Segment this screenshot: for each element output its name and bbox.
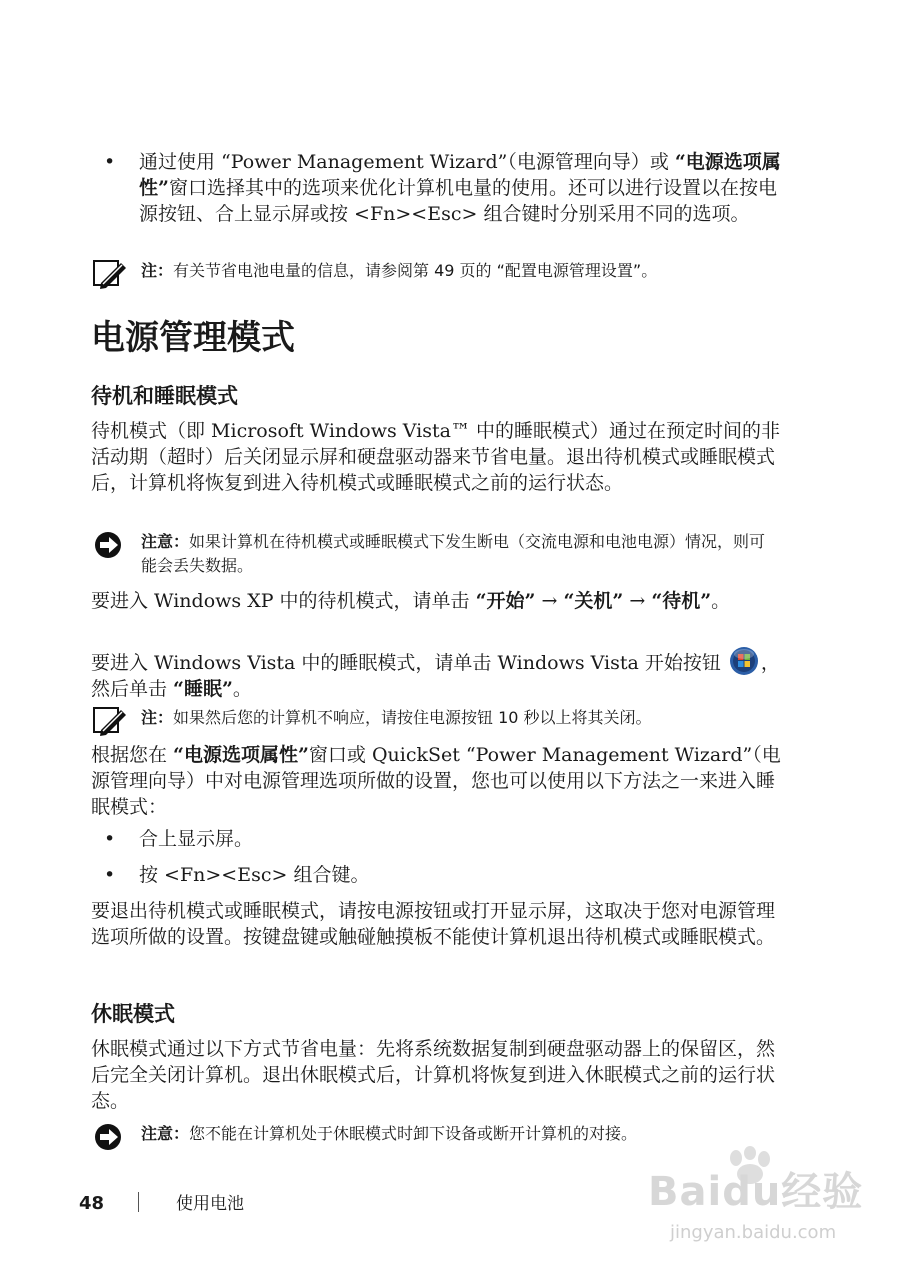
caution-icon bbox=[93, 530, 127, 560]
section-heading-standby: 待机和睡眠模式 bbox=[91, 384, 238, 408]
watermark-url: jingyan.baidu.com bbox=[670, 1222, 837, 1243]
xp-standby-instruction: 要进入 Windows XP 中的待机模式，请单击 “开始” → “关机” → “待机”。 bbox=[91, 590, 731, 612]
note-text: 注：有关节省电池电量的信息，请参阅第 49 页的 “配置电源管理设置”。 bbox=[141, 261, 658, 280]
bullet-dot: • bbox=[104, 864, 116, 886]
vista-sleep-instruction: 要进入 Windows Vista 中的睡眠模式，请单击 Windows Vista 开始按钮 ，然后单击 “睡眠”。 bbox=[91, 646, 781, 702]
baidu-watermark bbox=[640, 1140, 890, 1280]
page-number: 48 bbox=[79, 1193, 105, 1214]
windows-vista-start-orb-icon bbox=[729, 646, 759, 676]
caution-text: 注意：如果计算机在待机模式或睡眠模式下发生断电（交流电源和电池电源）情况，则可能会丢失数据。 bbox=[141, 532, 766, 575]
hibernate-description: 休眠模式通过以下方式节省电量：先将系统数据复制到硬盘驱动器上的保留区，然后完全关闭计算机。退出休眠模式后，计算机将恢复到进入休眠模式之前的运行状态。 bbox=[91, 1038, 776, 1112]
page-title: 电源管理模式 bbox=[91, 318, 295, 358]
bullet-dot: • bbox=[104, 828, 116, 850]
caution-icon bbox=[93, 1122, 127, 1152]
watermark-brand: Baidu经验 bbox=[648, 1169, 864, 1215]
footer-section-title: 使用电池 bbox=[176, 1194, 244, 1214]
note-text: 注：如果然后您的计算机不响应，请按住电源按钮 10 秒以上将其关闭。 bbox=[141, 708, 652, 727]
exit-standby-description: 要退出待机模式或睡眠模式，请按电源按钮或打开显示屏，这取决于您对电源管理选项所做的设置。按键盘键或触碰触摸板不能使计算机退出待机模式或睡眠模式。 bbox=[91, 900, 776, 948]
note-pencil-icon bbox=[93, 259, 127, 289]
section-heading-hibernate: 休眠模式 bbox=[91, 1002, 175, 1026]
bullet-dot: • bbox=[104, 151, 116, 173]
standby-description: 待机模式（即 Microsoft Windows Vista™ 中的睡眠模式）通过在预定时间的非活动期（超时）后关闭显示屏和硬盘驱动器来节省电量。退出待机模式或睡眠模式后，计算机将恢复到进入待机模式或睡眠模式之前的运行状态。 bbox=[91, 420, 781, 494]
caution-text: 注意：您不能在计算机处于休眠模式时卸下设备或断开计算机的对接。 bbox=[141, 1124, 638, 1143]
footer-divider bbox=[138, 1192, 139, 1212]
intro-bullet-text: 通过使用 “Power Management Wizard”（电源管理向导）或 “电源选项属性”窗口选择其中的选项来优化计算机电量的使用。还可以进行设置以在按电源按钮、合上显示屏或按 <Fn><Esc> 组合键时分别采用不同的选项。 bbox=[139, 151, 781, 225]
sleep-methods-intro: 根据您在 “电源选项属性”窗口或 QuickSet “Power Management Wizard”（电源管理向导）中对电源管理选项所做的设置，您也可以使用以下方法之一来进入睡眠模式： bbox=[91, 744, 781, 818]
note-pencil-icon bbox=[93, 706, 127, 736]
